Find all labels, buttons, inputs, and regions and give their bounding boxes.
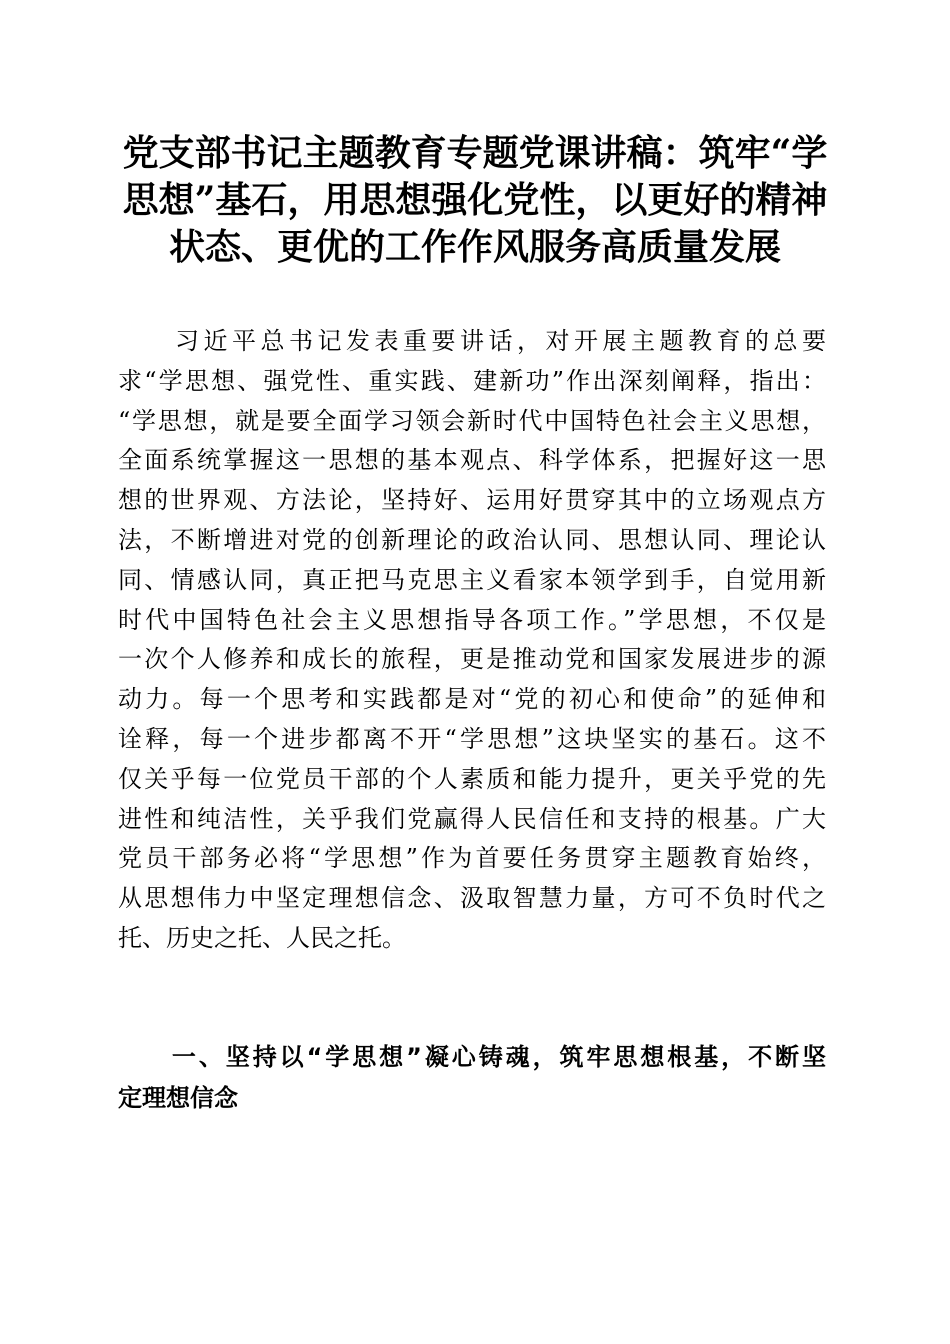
document-title — [110, 130, 840, 271]
section-heading-line: 定理想信念 — [118, 1084, 238, 1112]
title-line: 状态、更优的工作作风服务高质量发展 — [168, 226, 781, 268]
title-line: 思想”基石，用思想强化党性，以更好的精神 — [122, 179, 828, 221]
paragraph-line: 习近平总书记发表重要讲话，对开展主题教育的总要 — [118, 327, 826, 355]
paragraph-line: 诠释，每一个进步都离不开“学思想”这块坚实的基石。这不 — [118, 724, 826, 753]
section-heading — [118, 1037, 826, 1119]
paragraph-line: 求“学思想、强党性、重实践、建新功”作出深刻阐释，指出： — [118, 366, 826, 395]
intro-paragraph — [118, 322, 826, 959]
paragraph-line: 从思想伟力中坚定理想信念、汲取智慧力量，方可不负时代之 — [118, 884, 826, 913]
paragraph-line: 法，不断增进对党的创新理论的政治认同、思想认同、理论认 — [118, 525, 826, 554]
paragraph-line: 一次个人修养和成长的旅程，更是推动党和国家发展进步的源 — [118, 645, 826, 674]
paragraph-line: 动力。每一个思考和实践都是对“党的初心和使命”的延伸和 — [118, 685, 826, 714]
paragraph-line: 时代中国特色社会主义思想指导各项工作。”学思想，不仅是 — [118, 605, 826, 634]
paragraph-line: 仅关乎每一位党员干部的个人素质和能力提升，更关乎党的先 — [118, 764, 826, 793]
section-heading-line: 一、坚持以“学思想”凝心铸魂，筑牢思想根基，不断坚 — [118, 1043, 826, 1071]
paragraph-line: 托、历史之托、人民之托。 — [118, 923, 406, 952]
paragraph-line: 同、情感认同，真正把马克思主义看家本领学到手，自觉用新 — [118, 565, 826, 594]
paragraph-line: 进性和纯洁性，关乎我们党赢得人民信任和支持的根基。广大 — [118, 804, 826, 833]
paragraph-line: 党员干部务必将“学思想”作为首要任务贯穿主题教育始终， — [118, 844, 826, 873]
paragraph-line: “学思想，就是要全面学习领会新时代中国特色社会主义思想， — [118, 406, 826, 435]
paragraph-line: 想的世界观、方法论，坚持好、运用好贯穿其中的立场观点方 — [118, 486, 826, 515]
paragraph-line: 全面系统掌握这一思想的基本观点、科学体系，把握好这一思 — [118, 446, 826, 475]
title-line: 党支部书记主题教育专题党课讲稿：筑牢“学 — [122, 132, 828, 174]
